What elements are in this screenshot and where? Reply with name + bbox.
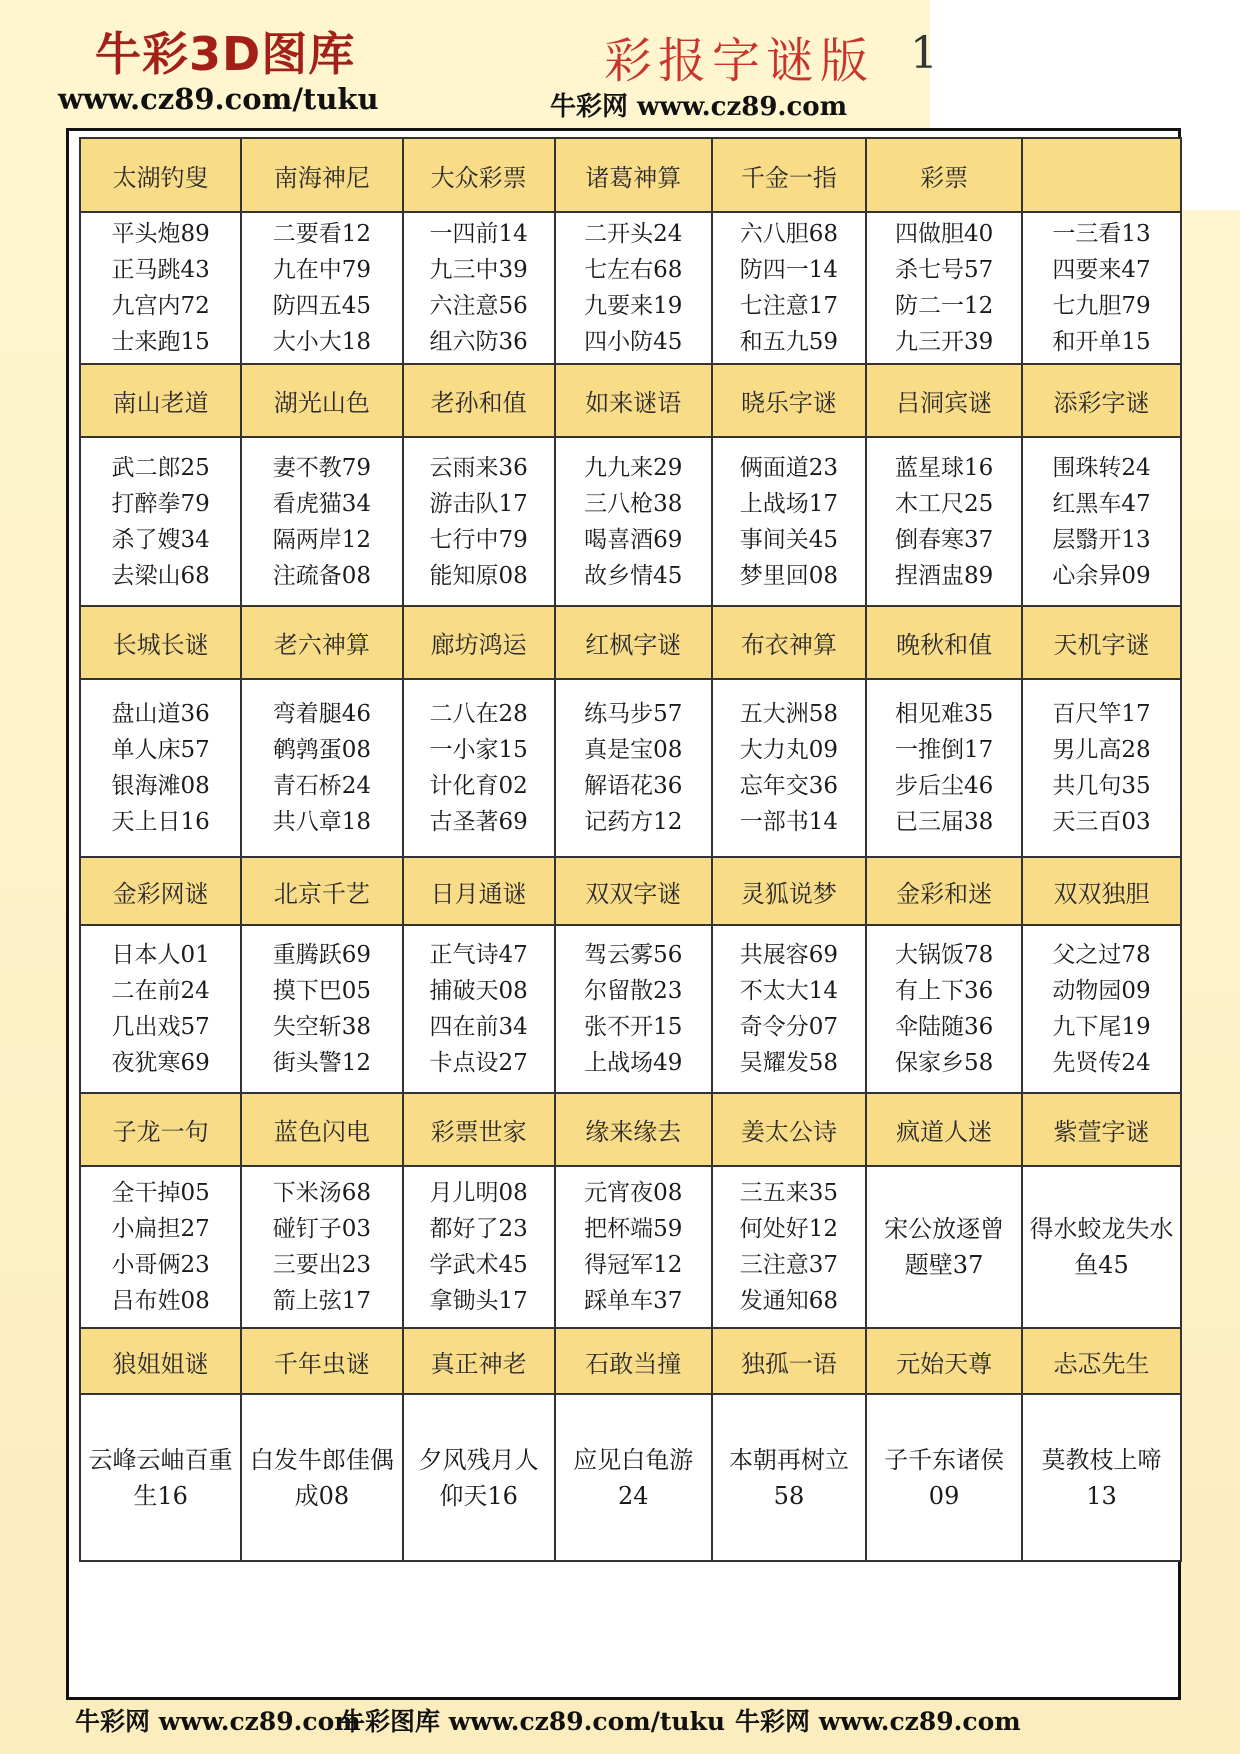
source-header: 添彩字谜 — [1022, 364, 1181, 437]
clue-cell — [241, 1394, 402, 1561]
clue-line: 忘年交36 — [739, 773, 839, 799]
clue-row — [80, 925, 1181, 1093]
clue-cell — [712, 679, 867, 857]
clue-line: 士来跑15 — [111, 329, 210, 355]
clue-list — [584, 1175, 682, 1319]
source-header: 诸葛神算 — [555, 138, 712, 212]
clue-cell — [1022, 212, 1181, 364]
clue-line: 组六防36 — [429, 329, 528, 355]
clue-cell — [866, 1394, 1022, 1561]
clue-line: 鹌鹑蛋08 — [272, 737, 372, 763]
clue-line: 盘山道36 — [111, 701, 210, 727]
header-row — [80, 364, 1181, 437]
clue-line: 隔两岸12 — [272, 526, 372, 553]
clue-line: 九三中39 — [429, 257, 528, 283]
source-header: 元始天尊 — [866, 1328, 1022, 1394]
clue-line: 平头炮89 — [111, 221, 210, 247]
source-header: 真正神老 — [403, 1328, 555, 1394]
clue-line: 七左右68 — [584, 257, 683, 283]
clue-line: 银海滩08 — [111, 773, 210, 799]
riddle-table-frame — [66, 128, 1181, 1700]
clue-line: 青石桥24 — [272, 773, 372, 799]
clue-list — [430, 1175, 528, 1319]
header-row — [80, 1093, 1181, 1166]
clue-line: 先贤传24 — [1052, 1050, 1151, 1076]
clue-line: 防二一12 — [894, 293, 994, 319]
clue-line: 九宫内72 — [111, 293, 210, 319]
clue-line: 杀七号57 — [894, 257, 994, 283]
clue-line: 夕风残月人仰天16 — [418, 1445, 539, 1510]
clue-line: 吴耀发58 — [739, 1050, 839, 1076]
clue-cell — [555, 437, 712, 606]
clue-line: 记药方12 — [584, 809, 683, 835]
clue-line: 七九胆79 — [1052, 293, 1151, 319]
source-header: 南海神尼 — [241, 138, 402, 212]
clue-list — [740, 450, 838, 594]
clue-cell — [712, 1394, 867, 1561]
clue-line: 把杯端59 — [584, 1216, 683, 1242]
source-header: 紫萱字谜 — [1022, 1093, 1181, 1166]
clue-cell — [403, 679, 555, 857]
clue-line: 事间关45 — [739, 526, 839, 553]
source-header: 如来谜语 — [555, 364, 712, 437]
clue-cell — [403, 1394, 555, 1561]
clue-line: 大力丸09 — [739, 737, 839, 763]
source-header: 狼姐姐谜 — [80, 1328, 241, 1394]
clue-line: 拿锄头17 — [429, 1288, 528, 1314]
clue-list — [740, 216, 838, 360]
clue-line: 男儿高28 — [1052, 737, 1151, 763]
clue-list — [430, 696, 528, 840]
clue-line: 张不开15 — [584, 1014, 683, 1040]
header-row — [80, 138, 1181, 212]
clue-list — [740, 696, 838, 840]
clue-list — [430, 937, 528, 1081]
header-row — [80, 606, 1181, 679]
clue-line: 二在前24 — [111, 978, 210, 1004]
source-header: 双双字谜 — [555, 857, 712, 925]
clue-list — [430, 216, 528, 360]
clue-line: 天上日16 — [111, 809, 210, 835]
clue-line: 看虎猫34 — [272, 490, 372, 517]
source-header: 姜太公诗 — [712, 1093, 867, 1166]
source-header: 独孤一语 — [712, 1328, 867, 1394]
clue-line: 三注意37 — [739, 1252, 839, 1278]
clue-cell — [241, 925, 402, 1093]
brand-title: 牛彩3D图库 — [95, 27, 356, 81]
clue-line: 二八在28 — [429, 701, 528, 727]
clue-line: 云峰云岫百重生16 — [88, 1445, 233, 1510]
clue-line: 箭上弦17 — [272, 1288, 372, 1314]
clue-line: 伞陆随36 — [894, 1014, 994, 1040]
clue-line: 下米汤68 — [272, 1180, 372, 1206]
clue-line: 弯着腿46 — [272, 701, 372, 727]
clue-cell — [1022, 1166, 1181, 1328]
clue-list — [1052, 937, 1150, 1081]
clue-line: 几出戏57 — [111, 1014, 210, 1040]
clue-line: 游击队17 — [429, 490, 528, 517]
clue-line: 二开头24 — [584, 221, 683, 247]
clue-cell — [712, 1166, 867, 1328]
clue-cell — [403, 1166, 555, 1328]
clue-line: 打醉拳79 — [111, 490, 210, 517]
source-header: 红枫字谜 — [555, 606, 712, 679]
clue-list — [584, 450, 682, 594]
clue-line: 夜犹寒69 — [111, 1050, 210, 1076]
clue-line: 梦里回08 — [739, 562, 839, 589]
clue-line: 四做胆40 — [894, 221, 994, 247]
clue-line: 街头警12 — [272, 1050, 372, 1076]
clue-line: 小扁担27 — [111, 1216, 210, 1242]
clue-list — [740, 1175, 838, 1319]
clue-line: 九要来19 — [584, 293, 683, 319]
source-header: 湖光山色 — [241, 364, 402, 437]
clue-line: 得水蛟龙失水鱼45 — [1029, 1215, 1174, 1279]
source-header: 天机字谜 — [1022, 606, 1181, 679]
clue-line: 卡点设27 — [429, 1050, 528, 1076]
clue-list — [111, 937, 209, 1081]
clue-line: 本朝再树立58 — [728, 1445, 849, 1510]
clue-line: 围珠转24 — [1052, 454, 1151, 481]
clue-row — [80, 1394, 1181, 1561]
source-header: 布衣神算 — [712, 606, 867, 679]
source-header: 日月通谜 — [403, 857, 555, 925]
clue-line: 九三开39 — [894, 329, 994, 355]
clue-list — [895, 696, 993, 840]
clue-line: 六八胆68 — [739, 221, 839, 247]
clue-line: 吕布姓08 — [111, 1288, 210, 1314]
clue-line: 白发牛郎佳偶成08 — [249, 1445, 394, 1510]
clue-row — [80, 679, 1181, 857]
clue-cell — [712, 925, 867, 1093]
clue-row — [80, 212, 1181, 364]
source-header: 灵狐说梦 — [712, 857, 867, 925]
clue-list — [273, 450, 371, 594]
source-header: 金彩和迷 — [866, 857, 1022, 925]
clue-line: 正气诗47 — [429, 942, 528, 968]
clue-cell — [1022, 925, 1181, 1093]
clue-line: 练马步57 — [584, 701, 683, 727]
clue-line: 红黑车47 — [1052, 490, 1151, 517]
source-header: 千金一指 — [712, 138, 867, 212]
clue-line: 奇令分07 — [739, 1014, 839, 1040]
clue-cell — [241, 1166, 402, 1328]
source-header — [1022, 138, 1181, 212]
clue-cell — [712, 437, 867, 606]
clue-list — [273, 937, 371, 1081]
clue-line: 七注意17 — [739, 293, 839, 319]
clue-line: 四小防45 — [584, 329, 683, 355]
clue-line: 一小家15 — [429, 737, 528, 763]
clue-line: 捕破天08 — [429, 978, 528, 1004]
clue-list — [430, 450, 528, 594]
clue-row — [80, 1166, 1181, 1328]
clue-line: 二要看12 — [272, 221, 372, 247]
clue-line: 元宵夜08 — [584, 1180, 683, 1206]
clue-line: 武二郎25 — [111, 454, 210, 481]
clue-line: 解语花36 — [584, 773, 683, 799]
clue-line: 单人床57 — [111, 737, 210, 763]
clue-line: 蓝星球16 — [894, 454, 994, 481]
clue-line: 一推倒17 — [894, 737, 994, 763]
clue-line: 父之过78 — [1052, 942, 1151, 968]
clue-line: 古圣著69 — [429, 809, 528, 835]
clue-cell — [712, 212, 867, 364]
clue-cell — [80, 1166, 241, 1328]
source-header: 金彩网谜 — [80, 857, 241, 925]
clue-line: 真是宝08 — [584, 737, 683, 763]
clue-line: 天三百03 — [1052, 809, 1151, 835]
clue-line: 心余异09 — [1052, 562, 1151, 589]
clue-list — [584, 216, 682, 360]
clue-line: 故乡情45 — [584, 562, 683, 589]
source-header: 长城长谜 — [80, 606, 241, 679]
clue-line: 注疏备08 — [272, 562, 372, 589]
clue-line: 都好了23 — [429, 1216, 528, 1242]
brand-url[interactable]: www.cz89.com/tuku — [58, 82, 379, 116]
clue-line: 杀了嫂34 — [111, 526, 210, 553]
clue-cell — [403, 437, 555, 606]
clue-row — [80, 437, 1181, 606]
source-header: 太湖钓叟 — [80, 138, 241, 212]
clue-line: 应见白龟游24 — [573, 1445, 694, 1510]
clue-line: 发通知68 — [739, 1288, 839, 1314]
clue-cell — [555, 212, 712, 364]
clue-line: 木工尺25 — [894, 490, 994, 517]
clue-line: 小哥俩23 — [111, 1252, 210, 1278]
clue-line: 重腾跃69 — [272, 942, 372, 968]
footer-gallery-link[interactable]: 牛彩图库 www.cz89.com/tuku — [340, 1707, 726, 1736]
clue-line: 去梁山68 — [111, 562, 210, 589]
clue-line: 大小大18 — [272, 329, 372, 355]
clue-line: 摸下巴05 — [272, 978, 372, 1004]
footer-site-link[interactable]: 牛彩网 www.cz89.com — [75, 1707, 361, 1736]
clue-line: 正马跳43 — [111, 257, 210, 283]
clue-line: 子千东诸侯09 — [884, 1445, 1005, 1510]
clue-line: 九九来29 — [584, 454, 683, 481]
clue-line: 莫教枝上啼13 — [1041, 1445, 1162, 1510]
clue-cell — [80, 212, 241, 364]
source-header: 大众彩票 — [403, 138, 555, 212]
clue-line: 一四前14 — [429, 221, 528, 247]
clue-cell — [555, 679, 712, 857]
clue-line: 能知原08 — [429, 562, 528, 589]
clue-cell — [1022, 679, 1181, 857]
source-header: 彩票世家 — [403, 1093, 555, 1166]
clue-cell — [241, 437, 402, 606]
clue-line: 全干掉05 — [111, 1180, 210, 1206]
clue-list — [111, 696, 209, 840]
clue-cell — [555, 1166, 712, 1328]
clue-list — [1052, 696, 1150, 840]
source-header: 老孙和值 — [403, 364, 555, 437]
clue-line: 捏酒盅89 — [894, 562, 994, 589]
clue-line: 共几句35 — [1052, 773, 1151, 799]
clue-line: 共展容69 — [739, 942, 839, 968]
clue-list — [111, 450, 209, 594]
clue-list — [1052, 216, 1150, 360]
clue-line: 百尺竿17 — [1052, 701, 1151, 727]
clue-list — [273, 216, 371, 360]
clue-cell — [866, 212, 1022, 364]
source-header: 廊坊鸿运 — [403, 606, 555, 679]
clue-line: 大锅饭78 — [894, 942, 994, 968]
clue-line: 六注意56 — [429, 293, 528, 319]
clue-line: 倒春寒37 — [894, 526, 994, 553]
clue-line: 一三看13 — [1052, 221, 1151, 247]
clue-line: 已三届38 — [894, 809, 994, 835]
clue-line: 云雨来36 — [429, 454, 528, 481]
clue-line: 喝喜酒69 — [584, 526, 683, 553]
source-header: 石敢当撞 — [555, 1328, 712, 1394]
clue-cell — [555, 1394, 712, 1561]
clue-line: 妻不教79 — [272, 454, 372, 481]
footer-site-link-right[interactable]: 牛彩网 www.cz89.com — [735, 1707, 1021, 1736]
clue-list — [895, 937, 993, 1081]
clue-line: 碰钉子03 — [272, 1216, 372, 1242]
clue-line: 月儿明08 — [429, 1180, 528, 1206]
source-header: 蓝色闪电 — [241, 1093, 402, 1166]
clue-cell — [403, 925, 555, 1093]
source-header: 忐忑先生 — [1022, 1328, 1181, 1394]
clue-cell — [403, 212, 555, 364]
clue-line: 计化育02 — [429, 773, 528, 799]
source-header: 北京千艺 — [241, 857, 402, 925]
clue-cell — [80, 437, 241, 606]
clue-cell — [80, 679, 241, 857]
clue-list — [111, 1175, 209, 1319]
clue-list — [895, 216, 993, 360]
clue-cell — [555, 925, 712, 1093]
clue-line: 有上下36 — [894, 978, 994, 1004]
source-header: 老六神算 — [241, 606, 402, 679]
clue-cell — [80, 925, 241, 1093]
clue-line: 一部书14 — [739, 809, 839, 835]
clue-list — [895, 450, 993, 594]
clue-line: 层翳开13 — [1052, 526, 1151, 553]
clue-line: 七行中79 — [429, 526, 528, 553]
clue-line: 防四一14 — [739, 257, 839, 283]
source-header: 疯道人迷 — [866, 1093, 1022, 1166]
source-header: 晓乐字谜 — [712, 364, 867, 437]
clue-line: 上战场49 — [584, 1050, 683, 1076]
source-header: 吕洞宾谜 — [866, 364, 1022, 437]
riddle-table — [79, 137, 1182, 1562]
clue-list — [1052, 450, 1150, 594]
clue-line: 共八章18 — [272, 809, 372, 835]
clue-list — [584, 696, 682, 840]
issue-number: 1 — [910, 28, 938, 79]
clue-line: 四在前34 — [429, 1014, 528, 1040]
header-row — [80, 1328, 1181, 1394]
clue-line: 失空斩38 — [272, 1014, 372, 1040]
footer — [0, 1702, 1240, 1746]
header-row — [80, 857, 1181, 925]
clue-line: 上战场17 — [739, 490, 839, 517]
source-header: 晚秋和值 — [866, 606, 1022, 679]
clue-line: 相见难35 — [894, 701, 994, 727]
clue-line: 防四五45 — [272, 293, 372, 319]
clue-cell — [866, 925, 1022, 1093]
clue-cell — [80, 1394, 241, 1561]
clue-line: 何处好12 — [739, 1216, 839, 1242]
source-header: 子龙一句 — [80, 1093, 241, 1166]
clue-cell — [866, 679, 1022, 857]
clue-line: 五大洲58 — [739, 701, 839, 727]
clue-line: 三五来35 — [739, 1180, 839, 1206]
clue-line: 九下尾19 — [1052, 1014, 1151, 1040]
clue-line: 不太大14 — [739, 978, 839, 1004]
clue-list — [740, 937, 838, 1081]
clue-line: 保家乡58 — [894, 1050, 994, 1076]
clue-cell — [241, 212, 402, 364]
clue-list — [273, 1175, 371, 1319]
clue-line: 俩面道23 — [739, 454, 839, 481]
clue-line: 宋公放逐曾题壁37 — [884, 1215, 1005, 1279]
clue-list — [111, 216, 209, 360]
clue-line: 动物园09 — [1052, 978, 1151, 1004]
clue-line: 四要来47 — [1052, 257, 1151, 283]
clue-line: 学武术45 — [429, 1252, 528, 1278]
clue-line: 踩单车37 — [584, 1288, 683, 1314]
clue-line: 得冠军12 — [584, 1252, 683, 1278]
clue-line: 驾云雾56 — [584, 942, 683, 968]
clue-line: 日本人01 — [111, 942, 210, 968]
edition-title: 彩报字谜版 — [604, 33, 875, 89]
clue-cell — [1022, 437, 1181, 606]
site-url[interactable]: 牛彩网 www.cz89.com — [550, 92, 848, 122]
clue-line: 和五九59 — [739, 329, 839, 355]
clue-line: 三要出23 — [272, 1252, 372, 1278]
clue-line: 和开单15 — [1052, 329, 1151, 355]
clue-cell — [241, 679, 402, 857]
clue-line: 步后尘46 — [894, 773, 994, 799]
clue-cell — [866, 1166, 1022, 1328]
clue-list — [584, 937, 682, 1081]
clue-list — [273, 696, 371, 840]
clue-cell — [1022, 1394, 1181, 1561]
source-header: 南山老道 — [80, 364, 241, 437]
clue-line: 尔留散23 — [584, 978, 683, 1004]
source-header: 彩票 — [866, 138, 1022, 212]
source-header: 双双独胆 — [1022, 857, 1181, 925]
clue-line: 三八枪38 — [584, 490, 683, 517]
source-header: 千年虫谜 — [241, 1328, 402, 1394]
clue-cell — [866, 437, 1022, 606]
source-header: 缘来缘去 — [555, 1093, 712, 1166]
clue-line: 九在中79 — [272, 257, 372, 283]
